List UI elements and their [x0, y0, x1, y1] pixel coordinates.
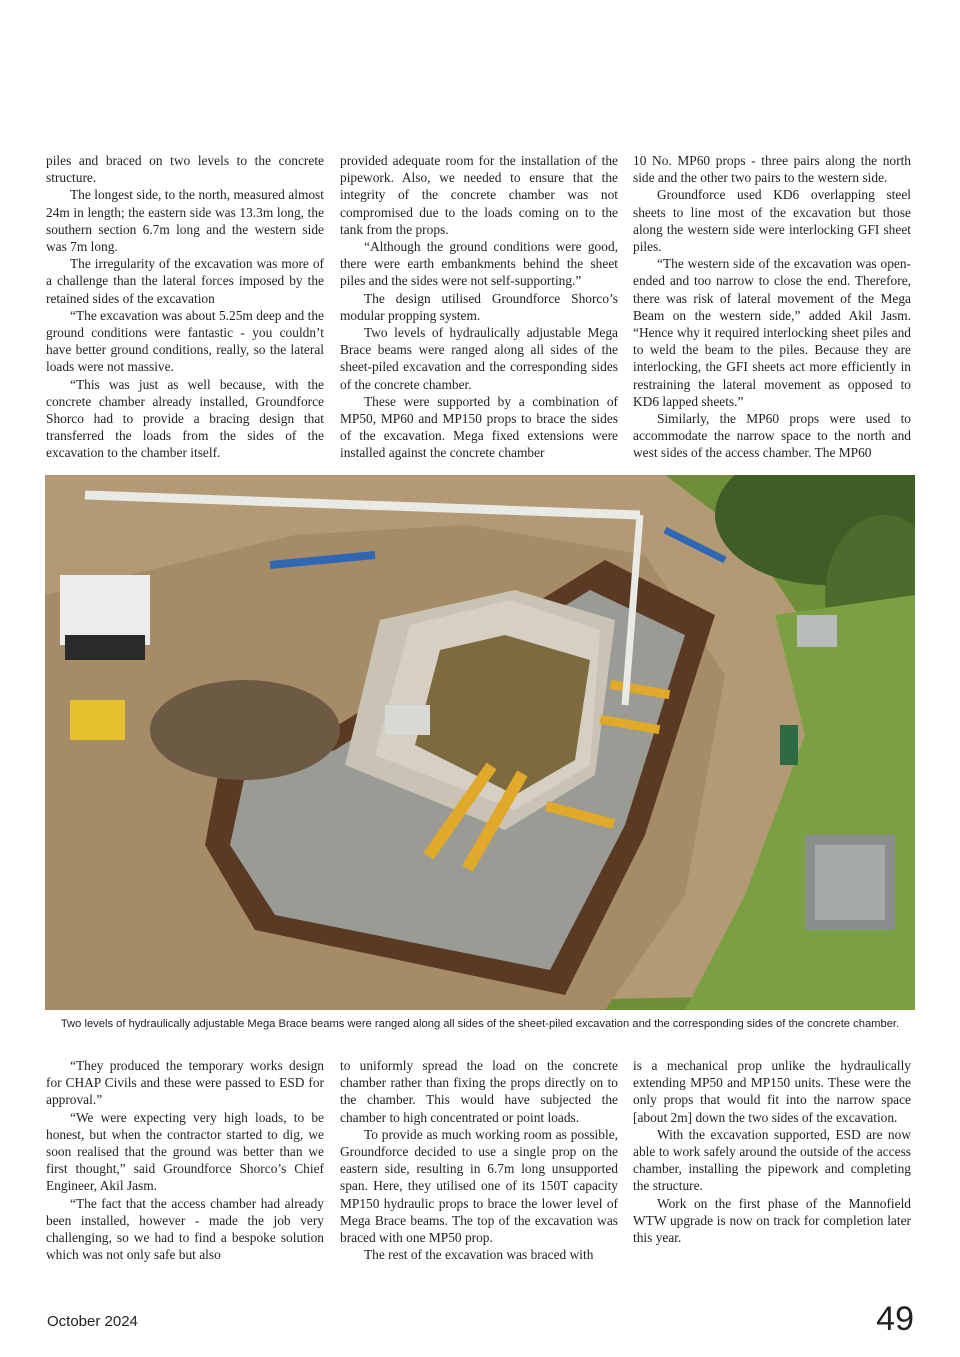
article-column-top-1: [46, 152, 324, 462]
paragraph: To provide as much working room as possible, Groundforce decided to use a single prop on the eastern side, resulting in 6.7m long unsupported span. Here, they utilised one of its 150T capacity MP150 hydraulic props to brace the lower level of Mega Brace beams. The top of the excavation was braced with one MP50 prop.: [340, 1126, 618, 1246]
article-column-top-3: [633, 152, 911, 462]
paragraph: is a mechanical prop unlike the hydraulically extending MP50 and MP150 units. These were the only props that would fit into the narrow space [about 2m] down the two sides of the excavation.: [633, 1058, 911, 1125]
issue-date: October 2024: [47, 1313, 138, 1330]
paragraph: Similarly, the MP60 props were used to accommodate the narrow space to the north and west sides of the access chamber. The MP60: [633, 411, 911, 461]
paragraph: “We were expecting very high loads, to be honest, but when the contractor started to dig, we soon realised that the ground was better than we first thought,” said Groundforce Shorco’s Chief Engineer, Akil Jasm.: [46, 1109, 324, 1194]
excavation-aerial-photo: [45, 475, 915, 1010]
article-column-top-2: [340, 152, 618, 462]
paragraph: The design utilised Groundforce Shorco’s modular propping system.: [340, 290, 618, 323]
article-column-bottom-2: [340, 1057, 618, 1263]
paragraph: “The excavation was about 5.25m deep and the ground conditions were fantastic - you couldn’t have better ground conditions, really, so the lateral loads were not massive.: [46, 307, 324, 375]
article-column-bottom-3: [633, 1057, 911, 1246]
paragraph: “They produced the temporary works design for CHAP Civils and these were passed to ESD for approval.”: [46, 1058, 324, 1108]
paragraph: piles and braced on two levels to the concrete structure.: [46, 153, 324, 186]
paragraph: to uniformly spread the load on the concrete chamber rather than fixing the props directly on to the chamber. This would have subjected the chamber to high concentrated or point loads.: [340, 1058, 618, 1125]
paragraph: Groundforce used KD6 overlapping steel sheets to line most of the excavation but those along the western side were interlocking GFI sheet piles.: [633, 187, 911, 255]
paragraph: “This was just as well because, with the concrete chamber already installed, Groundforce Shorco had to provide a bracing design that transferred the loads from the sides of the excavation to the chamber itself.: [46, 376, 324, 461]
paragraph: The longest side, to the north, measured almost 24m in length; the eastern side was 13.3m long, the southern section 6.7m long and the western side was 7m long.: [46, 187, 324, 255]
photo-caption: Two levels of hydraulically adjustable Mega Brace beams were ranged along all sides of the sheet-piled excavation and the corresponding sides of the concrete chamber.: [60, 1018, 900, 1030]
paragraph: provided adequate room for the installation of the pipework. Also, we needed to ensure that the integrity of the concrete chamber was not compromised due to the loads coming on to the tank from the props.: [340, 153, 618, 237]
paragraph: “The western side of the excavation was open-ended and too narrow to close the end. Therefore, there was risk of lateral movement of the Mega Beam on the western side,” added Akil Jasm. “Hence why it required interlocking sheet piles and to weld the beam to the piles. Because they are interlocking, the GFI sheets act more efficiently in restraining the lateral movement as opposed to KD6 lapped sheets.”: [633, 256, 911, 409]
paragraph: Two levels of hydraulically adjustable Mega Brace beams were ranged along all sides of the sheet-piled excavation and the corresponding sides of the concrete chamber.: [340, 325, 618, 392]
paragraph: These were supported by a combination of MP50, MP60 and MP150 props to brace the sides of the excavation. Mega fixed extensions were installed against the concrete chamber: [340, 393, 618, 461]
article-column-bottom-1: [46, 1057, 324, 1263]
paragraph: “Although the ground conditions were good, there were earth embankments behind the sheet piles and the sides were not self-supporting.”: [340, 239, 618, 289]
paragraph: Work on the first phase of the Mannofield WTW upgrade is now on track for completion later this year.: [633, 1195, 911, 1246]
page-number: 49: [876, 1300, 914, 1338]
paragraph: “The fact that the access chamber had already been installed, however - made the job very challenging, so we had to find a bespoke solution which was not only safe but also: [46, 1195, 324, 1263]
paragraph: With the excavation supported, ESD are now able to work safely around the outside of the access chamber, installing the pipework and completing the structure.: [633, 1126, 911, 1194]
paragraph: The rest of the excavation was braced with: [364, 1247, 594, 1263]
paragraph: 10 No. MP60 props - three pairs along the north side and the other two pairs to the western side.: [633, 153, 911, 186]
paragraph: The irregularity of the excavation was more of a challenge than the lateral forces imposed by the retained sides of the excavation: [46, 256, 324, 306]
